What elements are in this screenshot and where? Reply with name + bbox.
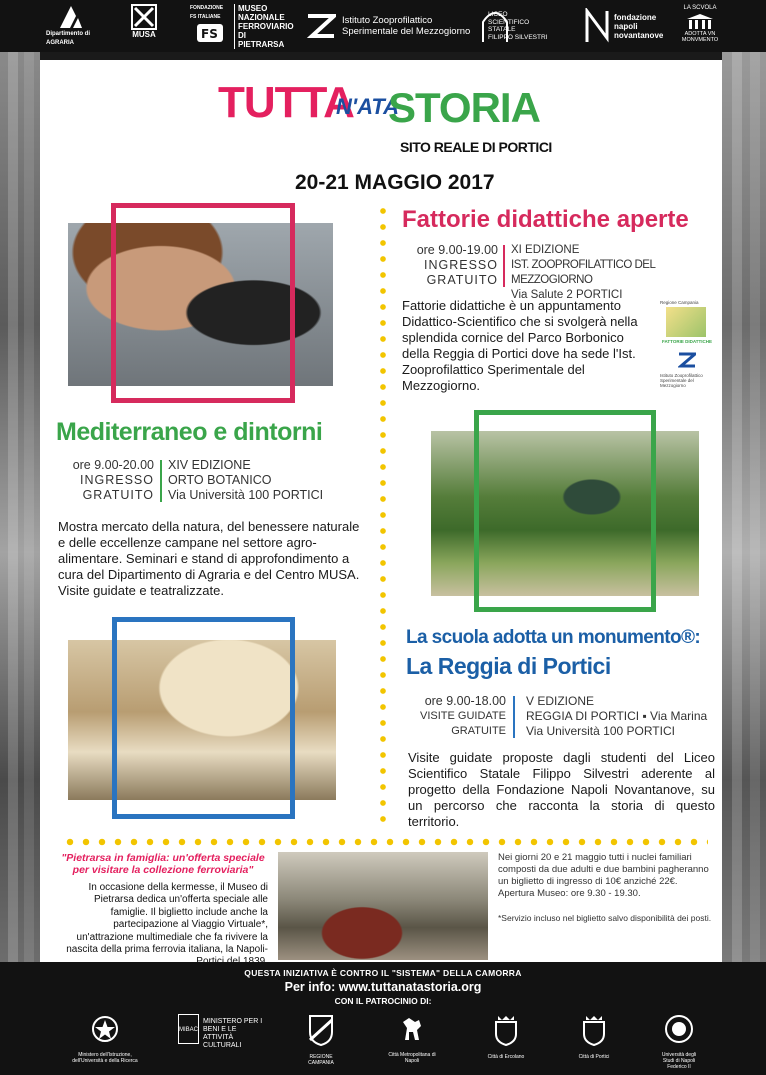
mediterraneo-free: GRATUITO — [82, 488, 154, 502]
napoli99-logo — [584, 4, 664, 48]
fattorie-logo-label: FATTORIE DIDATTICHE — [662, 339, 712, 344]
mediterraneo-hours: ore 9.00-20.00 — [72, 458, 154, 472]
mediterraneo-heading: Mediterraneo e dintorni — [56, 418, 323, 446]
fattorie-free: GRATUITO — [426, 273, 498, 287]
fattorie-address: Via Salute 2 PORTICI — [511, 289, 623, 301]
pink-frame — [111, 203, 295, 403]
green-frame — [474, 410, 656, 612]
fattorie-venue: IST. ZOOPROFILATTICO DEL MEZZOGIORNO — [511, 259, 655, 286]
fattorie-heading: Fattorie didattiche aperte — [402, 206, 689, 233]
footer-statement: QUESTA INIZIATIVA È CONTRO IL "SISTEMA" DELLA CAMORRA — [244, 968, 522, 978]
zoo-line: Istituto Zooprofilattico — [342, 15, 433, 26]
left-architecture-image — [0, 52, 40, 962]
patron-label: MINISTERO PER I BENI E LE ATTIVITÀ CULTURALI — [203, 1018, 263, 1049]
napoli99-icon — [584, 8, 610, 44]
scuola-info — [406, 694, 716, 742]
fs-text: FONDAZIONE FS ITALIANE — [190, 5, 224, 20]
fattorie-body: Fattorie didattiche è un appuntamento Didattico-Scientifico che si svolgerà nella splendida cornice del Parco Borbonico della Reggia di Portici dove ha sede l'Ist. Zooprofilattico Sperimentale del Mezzogiorno. — [402, 298, 638, 393]
patron-unina — [656, 1014, 702, 1070]
patron-label: Università degli Studi di Napoli Federico II — [661, 1052, 697, 1070]
horizontal-dotted-divider — [62, 838, 708, 846]
liceo-logo — [480, 4, 570, 48]
mediterraneo-edition: XIV EDIZIONE — [168, 458, 251, 472]
patron-label: Ministero dell'Istruzione, dell'Università e della Ricerca — [72, 1052, 138, 1064]
zoo-logo — [306, 4, 476, 48]
ercolano-crest-icon — [494, 1014, 518, 1046]
mediterraneo-entry: INGRESSO — [80, 473, 154, 487]
temple-icon — [685, 13, 715, 31]
mediterraneo-info — [60, 458, 380, 506]
zoo-small-icon — [678, 352, 696, 368]
museo-line: MUSEO — [238, 3, 268, 13]
scuola-visits: VISITE GUIDATE — [420, 710, 506, 722]
poster-subtitle: SITO REALE DI PORTICI — [400, 139, 552, 155]
museo-logo — [234, 4, 292, 48]
scuola-line: ADOTTA VN — [684, 31, 716, 37]
napoli-line: fondazione — [614, 12, 657, 22]
scuola-hours: ore 9.00-18.00 — [424, 694, 506, 708]
agraria-icon — [56, 4, 86, 30]
scuola-heading: La scuola adotta un monumento®: — [406, 627, 701, 648]
title-tutta: TUTTA — [218, 78, 354, 127]
zoo-icon — [306, 12, 336, 40]
pietrarsa-title: "Pietrarsa in famiglia: un'offerta speciale per visitare la collezione ferroviaria" — [61, 852, 265, 876]
fattorie-map-icon — [666, 307, 706, 337]
patron-mibact — [178, 1014, 264, 1070]
museo-line: DI PIETRARSA — [238, 30, 285, 49]
patron-miur — [70, 1014, 140, 1070]
zoo-line: Sperimentale del Mezzogiorno — [342, 26, 471, 37]
patron-ercolano — [486, 1014, 526, 1070]
fattorie-edition: XI EDIZIONE — [511, 244, 580, 256]
agraria-logo — [46, 4, 96, 48]
title-nata: N'ATA — [336, 94, 400, 119]
scuola-venue: REGGIA DI PORTICI ▪ Via Marina — [526, 709, 708, 723]
fattorie-hours: ore 9.00-19.00 — [416, 243, 498, 257]
poster-title — [218, 78, 558, 138]
family-offer-text: Nei giorni 20 e 21 maggio tutti i nuclei familiari composti da due adulti e due bambini pagheranno un biglietto di ingresso di 10€ anziché 22€. Apertura Museo: ore 9.30 - 19.30. — [498, 852, 709, 899]
agraria-text: Dipartimento di AGRARIA — [46, 31, 91, 46]
patron-label: Città di Ercolano — [487, 1054, 525, 1060]
mediterraneo-venue: ORTO BOTANICO — [168, 473, 272, 487]
fattorie-info — [400, 243, 720, 301]
blue-frame — [112, 617, 295, 819]
pietrarsa-body: In occasione della kermesse, il Museo di Pietrarsa dedica un'offerta speciale alle famiglie. Il biglietto include anche la partecipazione al Viaggio Virtuale*, un'attrazione multimediale che fa rivivere la nascita della prima ferrovia italiana, la Napoli- — [66, 882, 268, 956]
fattorie-entry: INGRESSO — [424, 258, 498, 272]
scuola-line: LA SCVOLA — [683, 5, 717, 11]
scuola-edition: V EDIZIONE — [526, 694, 595, 708]
portici-crest-icon — [582, 1014, 606, 1046]
right-architecture-image — [722, 52, 766, 962]
header-logo-bar — [0, 0, 766, 52]
footer-info-link[interactable]: Per info: www.tuttanatastoria.org — [284, 980, 482, 994]
footer-patronage-label: CON IL PATROCINIO DI: — [334, 996, 432, 1006]
liceo-line: STATALE — [488, 26, 516, 33]
svg-text:FS: FS — [201, 27, 218, 41]
zoo-small-label: Istituto Zooprofilattico Sperimentale del Mezzogiorno — [660, 373, 703, 388]
museo-line: FERROVIARIO — [238, 21, 294, 31]
musa-text: MUSA — [132, 30, 156, 39]
mediterraneo-body: Mostra mercato della natura, del benessere naturale e delle eccellenze campane nel settore agro-alimentare. Seminari e stand di approfondimento a cura del Dipartimento di Agraria e del Centro MUSA. Visite guidate e teatralizzate. — [58, 519, 360, 598]
musa-logo — [128, 4, 160, 48]
railway-museum-photo — [278, 852, 488, 960]
patron-label: Città Metropolitana di Napoli — [388, 1052, 436, 1064]
scuola-logo — [678, 4, 722, 48]
regione-shield-icon — [308, 1014, 334, 1046]
patron-label: REGIONE CAMPANIA — [308, 1054, 334, 1066]
museo-line: NAZIONALE — [238, 12, 285, 22]
horse-icon — [397, 1014, 427, 1044]
vertical-dotted-divider — [380, 203, 386, 831]
scuola-body: Visite guidate proposte dagli studenti del Liceo Scientifico Statale Filippo Silvestri aderente al progetto della Fondazione Napoli Novantanove, su un percorso che racconta la storia di questo territorio. — [408, 750, 715, 829]
fattorie-bar — [503, 245, 505, 287]
scuola-bar — [513, 696, 515, 738]
liceo-line: SCIENTIFICO — [488, 18, 530, 26]
liceo-line: LICEO — [488, 11, 508, 18]
patron-citta-metropolitana — [384, 1014, 440, 1070]
title-storia: STORIA — [388, 84, 540, 131]
patron-portici — [574, 1014, 614, 1070]
scuola-line: MONVMENTO — [681, 37, 719, 43]
fs-icon — [196, 22, 224, 44]
liceo-line: FILIPPO SILVESTRI — [488, 33, 548, 41]
italian-emblem-icon — [90, 1014, 120, 1044]
column-decoration — [750, 52, 760, 962]
fs-logo — [190, 4, 230, 48]
scuola-subheading: La Reggia di Portici — [406, 653, 611, 679]
napoli-line: novantanove — [614, 30, 664, 40]
fattorie-logo — [660, 300, 714, 396]
musa-icon — [131, 4, 157, 30]
family-offer-note: *Servizio incluso nel biglietto salvo disponibilità dei posti. — [498, 913, 712, 923]
regione-label: Regione Campania — [660, 300, 699, 305]
scuola-free: GRATUITE — [451, 725, 506, 737]
university-seal-icon — [664, 1014, 694, 1044]
patron-label: Città di Portici — [578, 1054, 610, 1060]
mibac-icon: MIBAC — [178, 1014, 199, 1044]
column-decoration — [732, 52, 742, 962]
mediterraneo-address: Via Università 100 PORTICI — [168, 488, 324, 502]
mediterraneo-bar — [160, 460, 162, 502]
column-decoration — [24, 52, 34, 962]
scuola-address: Via Università 100 PORTICI — [526, 724, 675, 738]
column-decoration — [8, 52, 18, 962]
napoli-line: napoli — [614, 21, 638, 31]
patron-regione — [298, 1014, 344, 1070]
event-date: 20-21 MAGGIO 2017 — [295, 171, 495, 194]
